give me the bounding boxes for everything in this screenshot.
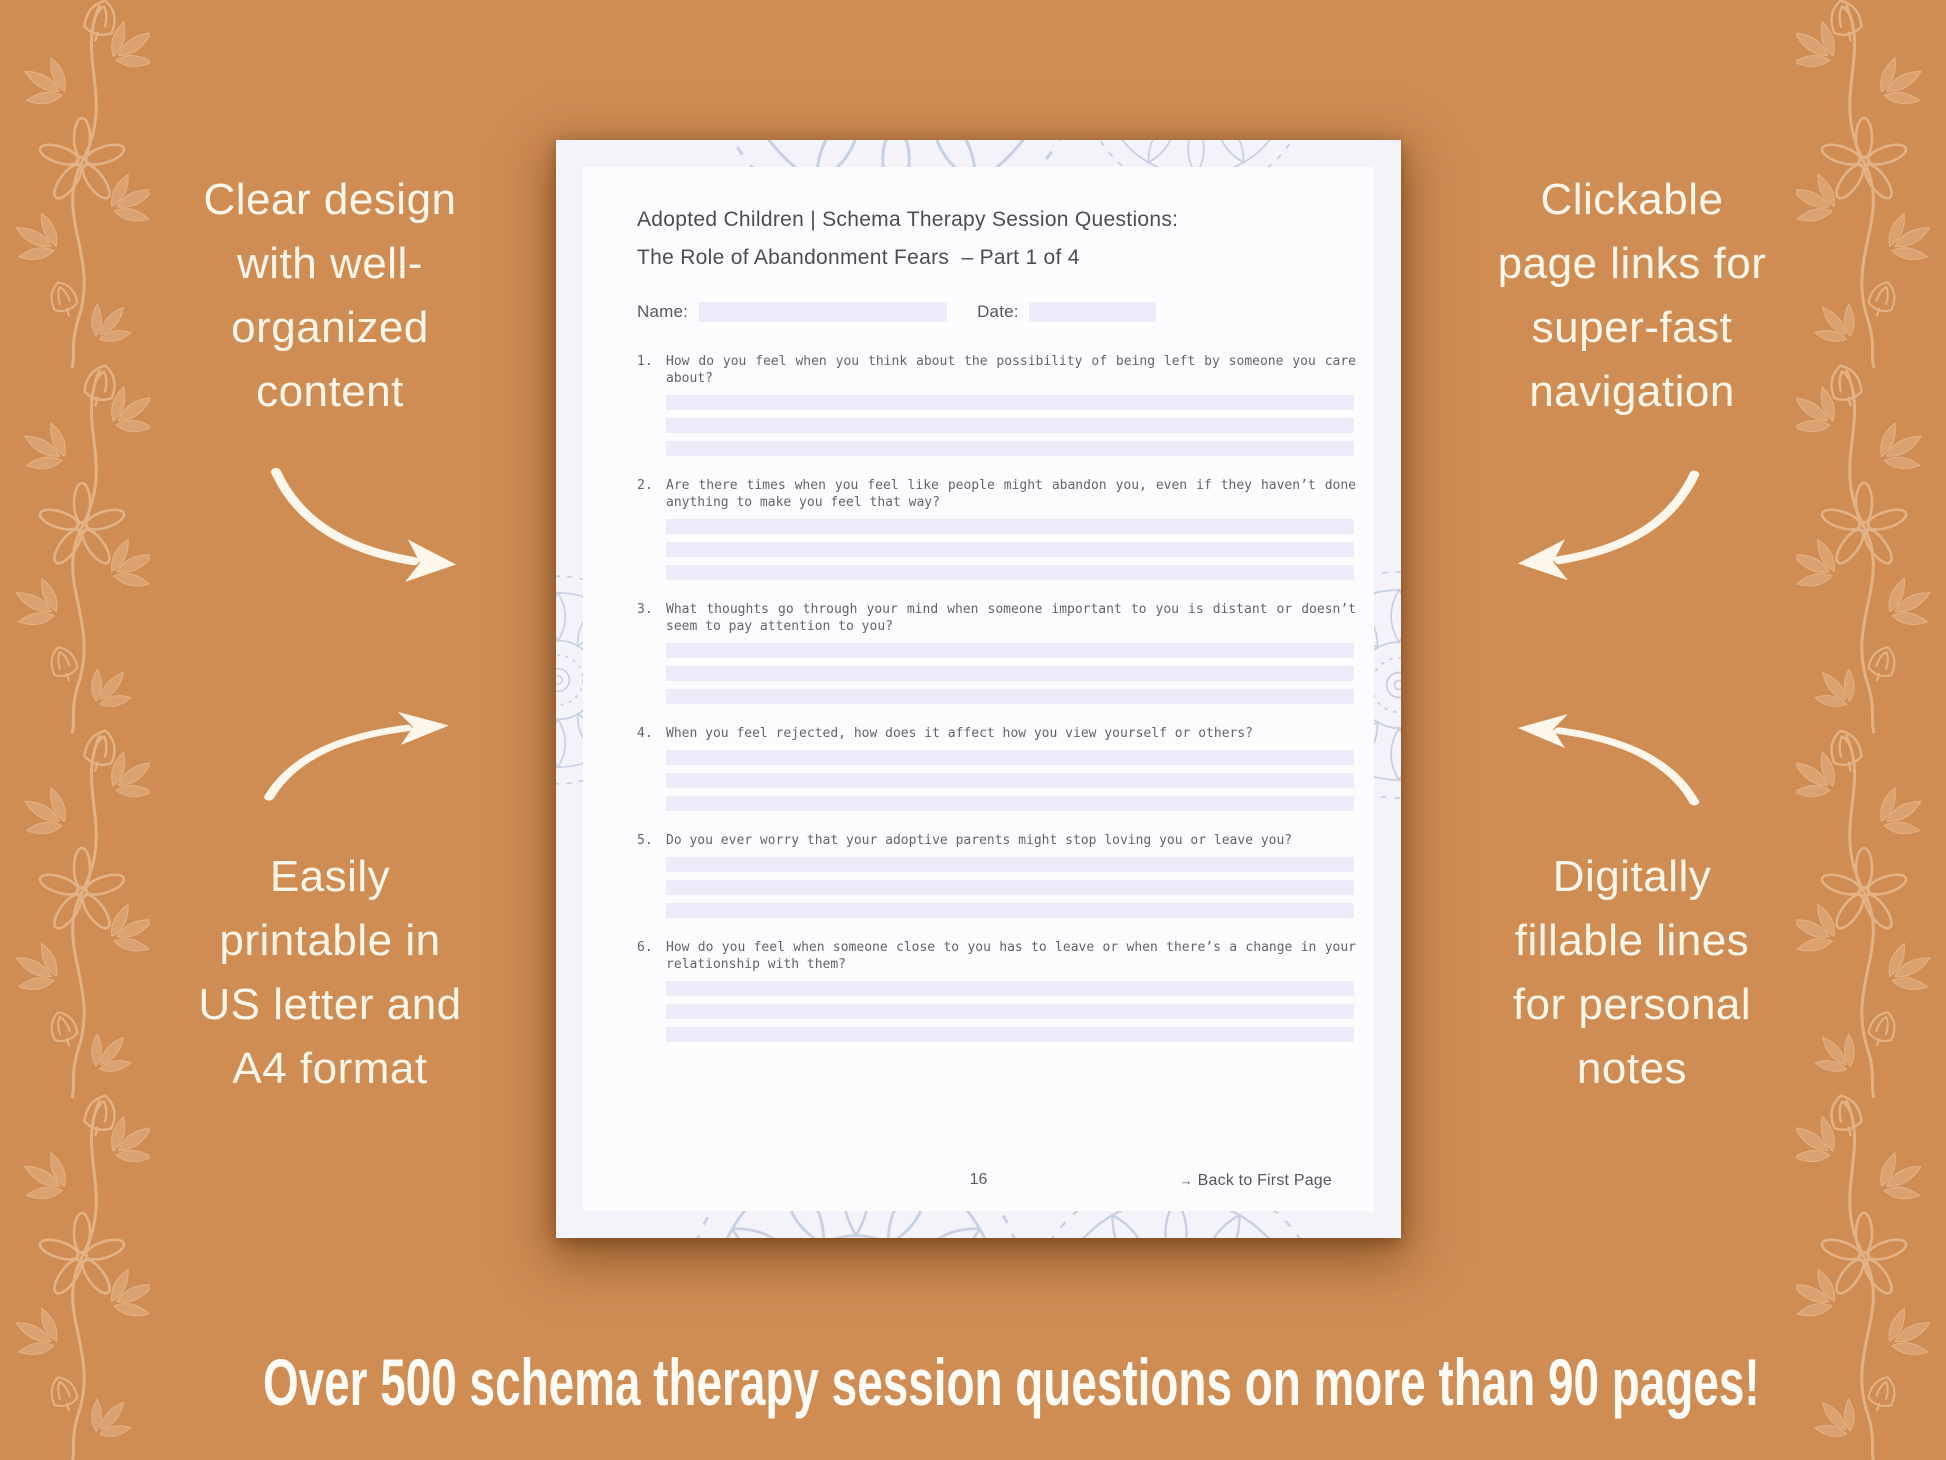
question-number: 2. bbox=[637, 478, 653, 493]
question-item bbox=[637, 353, 1374, 456]
date-input[interactable] bbox=[1029, 302, 1156, 322]
name-input[interactable] bbox=[699, 302, 947, 322]
answer-line[interactable] bbox=[666, 418, 1354, 433]
question-body bbox=[666, 939, 1356, 1042]
note-line: US letter and bbox=[198, 980, 462, 1029]
note-line: page links for bbox=[1497, 239, 1767, 288]
bottom-banner bbox=[0, 1348, 1946, 1419]
question-body bbox=[666, 832, 1356, 918]
question-text: Are there times when you feel like people might abandon you, even if they haven’t done anything to make you feel that way? bbox=[666, 478, 1356, 510]
curved-arrow-bottom-right-icon bbox=[1512, 710, 1708, 810]
worksheet-subtitle: The Role of Abandonment Fears – Part 1 of 4 bbox=[637, 246, 1080, 269]
answer-line[interactable] bbox=[666, 565, 1354, 580]
answer-line[interactable] bbox=[666, 542, 1354, 557]
note-easily-printable bbox=[90, 845, 570, 1101]
question-text: How do you feel when someone close to you has to leave or when there’s a change in your relationship with them? bbox=[666, 940, 1356, 972]
answer-line[interactable] bbox=[666, 903, 1354, 918]
question-item bbox=[637, 939, 1374, 1042]
name-date-row bbox=[637, 302, 1374, 322]
question-number: 1. bbox=[637, 354, 653, 369]
curved-arrow-top-left-icon bbox=[262, 462, 462, 587]
answer-line[interactable] bbox=[666, 519, 1354, 534]
worksheet-title: Adopted Children | Schema Therapy Session Questions: bbox=[637, 208, 1179, 231]
note-line: notes bbox=[1576, 1044, 1688, 1093]
note-fillable-lines bbox=[1392, 845, 1872, 1101]
note-line: super-fast bbox=[1531, 303, 1733, 352]
note-line: Digitally bbox=[1552, 852, 1712, 901]
answer-line[interactable] bbox=[666, 1027, 1354, 1042]
note-line: Clickable bbox=[1540, 175, 1724, 224]
question-item bbox=[637, 601, 1374, 704]
question-list bbox=[608, 353, 1374, 1042]
note-line: printable in bbox=[219, 916, 441, 965]
answer-line[interactable] bbox=[666, 666, 1354, 681]
name-label: Name: bbox=[637, 302, 689, 321]
question-number: 6. bbox=[637, 940, 653, 955]
worksheet-content bbox=[583, 167, 1374, 1211]
question-body bbox=[666, 601, 1356, 704]
answer-line[interactable] bbox=[666, 857, 1354, 872]
note-line: Easily bbox=[269, 852, 391, 901]
note-line: with well- bbox=[237, 239, 423, 288]
question-number: 3. bbox=[637, 602, 653, 617]
answer-line[interactable] bbox=[666, 1004, 1354, 1019]
note-line: A4 format bbox=[232, 1044, 428, 1093]
note-clickable-links bbox=[1392, 168, 1872, 424]
question-text: What thoughts go through your mind when someone important to you is distant or doesn’t seem to pay attention to you? bbox=[666, 602, 1356, 634]
banner-text: Over 500 schema therapy session questions on more than 90 pages! bbox=[262, 1346, 1760, 1421]
answer-line[interactable] bbox=[666, 689, 1354, 704]
note-line: content bbox=[256, 367, 404, 416]
page-footer bbox=[583, 1171, 1374, 1191]
answer-line[interactable] bbox=[666, 643, 1354, 658]
note-line: organized bbox=[231, 303, 429, 352]
note-line: navigation bbox=[1529, 367, 1735, 416]
answer-line[interactable] bbox=[666, 395, 1354, 410]
curved-arrow-bottom-left-icon bbox=[255, 708, 455, 805]
question-body bbox=[666, 477, 1356, 580]
note-clear-design bbox=[90, 168, 570, 424]
question-item bbox=[637, 477, 1374, 580]
answer-line[interactable] bbox=[666, 773, 1354, 788]
page-number: 16 bbox=[969, 1171, 988, 1188]
answer-line[interactable] bbox=[666, 796, 1354, 811]
question-body bbox=[666, 353, 1356, 456]
question-number: 4. bbox=[637, 726, 653, 741]
question-text: When you feel rejected, how does it affect how you view yourself or others? bbox=[666, 726, 1253, 741]
question-text: Do you ever worry that your adoptive parents might stop loving you or leave you? bbox=[666, 833, 1293, 848]
note-line: fillable lines bbox=[1514, 916, 1750, 965]
question-item bbox=[637, 725, 1374, 811]
question-number: 5. bbox=[637, 833, 653, 848]
date-label: Date: bbox=[977, 302, 1019, 321]
back-to-first-page-link[interactable] bbox=[1179, 1172, 1332, 1190]
worksheet-page bbox=[556, 140, 1401, 1238]
answer-line[interactable] bbox=[666, 441, 1354, 456]
back-link-label: Back to First Page bbox=[1197, 1172, 1332, 1189]
question-text: How do you feel when you think about the possibility of being left by someone you care about? bbox=[666, 354, 1356, 386]
question-body bbox=[666, 725, 1356, 811]
answer-line[interactable] bbox=[666, 880, 1354, 895]
curved-arrow-top-right-icon bbox=[1512, 465, 1708, 585]
back-arrow-icon: → bbox=[1179, 1173, 1193, 1188]
note-line: Clear design bbox=[203, 175, 457, 224]
question-item bbox=[637, 832, 1374, 918]
answer-line[interactable] bbox=[666, 981, 1354, 996]
answer-line[interactable] bbox=[666, 750, 1354, 765]
note-line: for personal bbox=[1512, 980, 1752, 1029]
